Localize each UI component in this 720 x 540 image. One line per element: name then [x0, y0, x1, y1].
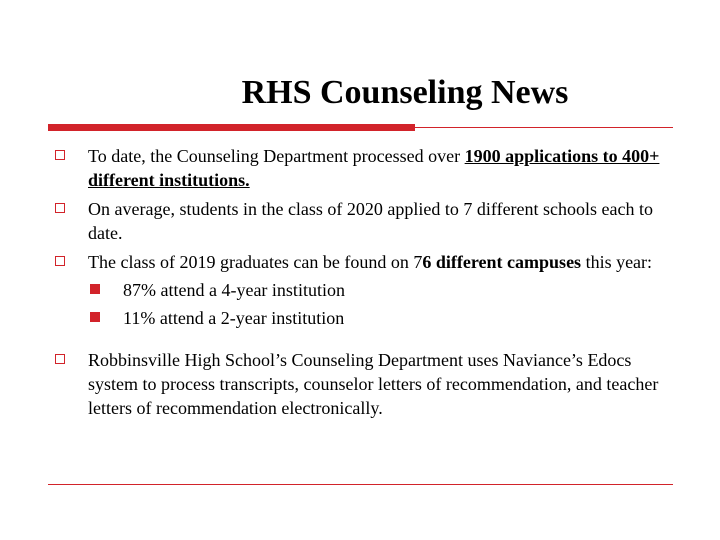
bullet-list — [55, 144, 675, 425]
hollow-square-bullet-icon — [55, 203, 65, 213]
title-divider-thin — [415, 127, 673, 128]
footer-divider — [48, 484, 673, 485]
filled-square-bullet-icon — [90, 284, 100, 294]
slide-title: RHS Counseling News — [241, 74, 569, 111]
bullet-item-class-2019 — [55, 250, 675, 330]
hollow-square-bullet-icon — [55, 150, 65, 160]
bullet-item-naviance — [55, 348, 675, 420]
sub-bullet-item — [90, 306, 675, 330]
sub-bullet-item — [90, 278, 675, 302]
bullet-text: On average, students in the class of 2020 applied to 7 different schools each to date. — [88, 199, 654, 243]
bullet-text: The class of 2019 graduates can be found on 76 different campuses this year: — [88, 252, 653, 272]
sub-bullet-text: 11% attend a 2-year institution — [123, 308, 345, 328]
sub-bullet-text: 87% attend a 4-year institution — [123, 280, 345, 300]
hollow-square-bullet-icon — [55, 354, 65, 364]
bullet-item-applications — [55, 144, 675, 192]
hollow-square-bullet-icon — [55, 256, 65, 266]
title-divider-thick — [48, 124, 415, 131]
bullet-item-average — [55, 197, 675, 245]
title-divider — [48, 124, 673, 131]
highlight-campuses: 6 different campuses — [422, 252, 582, 272]
filled-square-bullet-icon — [90, 312, 100, 322]
bullet-text: To date, the Counseling Department processed over 1900 applications to 400+ different institutions. — [88, 146, 660, 190]
bullet-text: Robbinsville High School’s Counseling Department uses Naviance’s Edocs system to process transcripts, counselor letters of recommendation, and teacher letters of recommendation electronically. — [88, 350, 659, 418]
highlight-applications: 1900 applications to 400+ different institutions. — [88, 146, 660, 190]
